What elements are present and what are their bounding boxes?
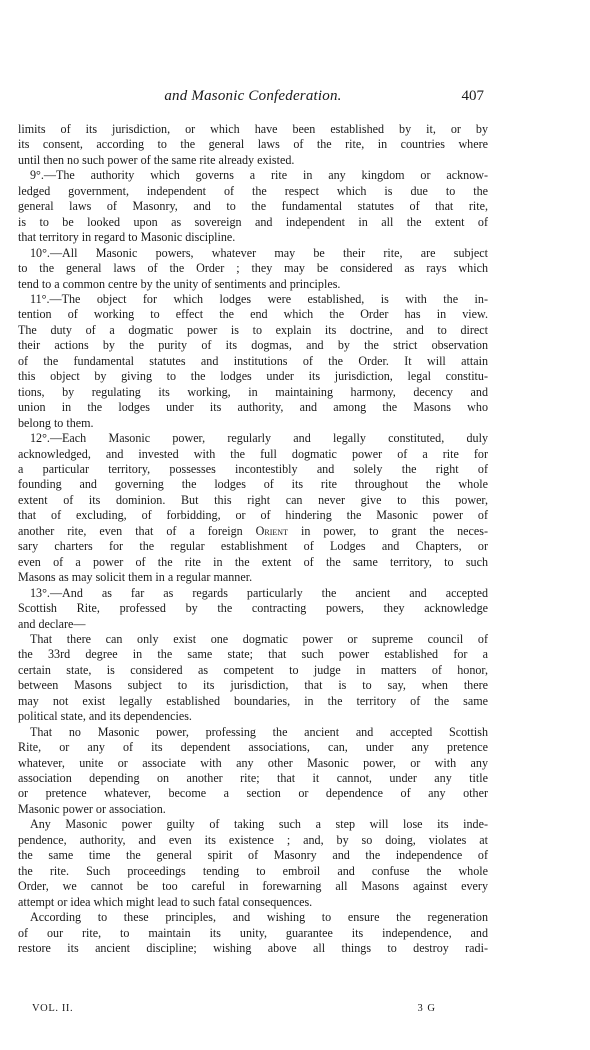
text-line: Masonic power or association. xyxy=(18,801,166,816)
text-line: the same time the general spirit of Masonry and the independence of xyxy=(18,848,488,863)
text-line: that of excluding, of forbidding, or of hindering the Masonic power of xyxy=(18,508,488,523)
signature-mark: 3 G xyxy=(417,1003,436,1014)
text-line: association depending on another rite; that it cannot, under any title xyxy=(18,771,488,786)
text-line: and declare— xyxy=(18,616,86,631)
text-line: even of a power of the rite in the extent of the same territory, to such xyxy=(18,554,488,569)
text-line: acknowledged, and invested with the full dogmatic power of a rite for xyxy=(18,446,488,461)
text-line: limits of its jurisdiction, or which have been established by it, or by xyxy=(18,122,488,136)
text-line: 12°.—Each Masonic power, regularly and legally constituted, duly xyxy=(30,431,488,446)
text-line: until then no such power of the same rite already existed. xyxy=(18,152,295,167)
text-line: Rite, or any of its dependent associations, can, under any pretence xyxy=(18,740,488,755)
text-line: its consent, according to the general laws of the rite, in countries where xyxy=(18,137,488,152)
text-line: that territory in regard to Masonic discipline. xyxy=(18,230,236,245)
small-caps-word: Orient xyxy=(255,523,288,538)
text-line: tention of working to effect the end which the Order has in view. xyxy=(18,307,488,322)
text-line: the rite. Such proceedings tending to embroil and confuse the whole xyxy=(18,863,488,878)
text-line: extent of its dominion. But this right can never give to this power, xyxy=(18,492,488,507)
text-line: of the fundamental statutes and institutions of the Order. It will attain xyxy=(18,353,488,368)
text-line: ledged government, independent of the respect which is due to the xyxy=(18,183,488,198)
text-line: tions, by regulating its working, in maintaining harmony, decency and xyxy=(18,384,488,399)
body-text xyxy=(18,122,488,956)
text-line: sary charters for the regular establishment of Lodges and Chapters, or xyxy=(18,539,488,554)
text-line: Masons as may solicit them in a regular manner. xyxy=(18,570,253,585)
volume-label: VOL. II. xyxy=(32,1003,74,1014)
text-line: whatever, unite or associate with any other Masonic power, or with any xyxy=(18,755,488,770)
text-line: attempt or idea which might lead to such fatal consequences. xyxy=(18,894,313,909)
text-line: 10°.—All Masonic powers, whatever may be their rite, are subject xyxy=(30,245,488,260)
text-line: tend to a common centre by the unity of sentiments and principles. xyxy=(18,276,341,291)
running-head xyxy=(18,88,488,112)
text-line: belong to them. xyxy=(18,415,94,430)
text-line: may not exist legally established boundaries, in the territory of the same xyxy=(18,693,488,708)
text-line: to the general laws of the Order ; they may be considered as rays which xyxy=(18,261,488,276)
text-line: The duty of a dogmatic power is to explain its doctrine, and to direct xyxy=(18,322,488,337)
text-line: or pretence whatever, become a section or dependence of any other xyxy=(18,786,488,801)
text-line: the 33rd degree in the same state; that such power established for a xyxy=(18,647,488,662)
text-line: restore its ancient discipline; wishing above all things to destroy radi- xyxy=(18,941,488,956)
text-line: Order, we cannot be too careful in forewarning all Masons against every xyxy=(18,879,488,894)
text-line: pendence, authority, and even its existence ; and, by so doing, violates at xyxy=(18,832,488,847)
text-line: founding and governing the lodges of its rite throughout the whole xyxy=(18,477,488,492)
running-title: and Masonic Confederation. xyxy=(164,88,342,104)
text-line: 13°.—And as far as regards particularly the ancient and accepted xyxy=(30,585,488,600)
text-line: According to these principles, and wishing to ensure the regeneration xyxy=(30,910,488,925)
text-fragment: another rite, even that of a foreign xyxy=(18,523,256,538)
text-line: general laws of Masonry, and to the fundamental statutes of that rite, xyxy=(18,199,488,214)
text-line: their actions by the purity of its dogmas, and by the strict observation xyxy=(18,338,488,353)
text-line: political state, and its dependencies. xyxy=(18,709,192,724)
text-line: certain state, is considered as competent to judge in matters of honor, xyxy=(18,662,488,677)
text-line: of our rite, to maintain its unity, guarantee its independence, and xyxy=(18,925,488,940)
text-line: this object by giving to the lodges under its jurisdiction, legal constitu- xyxy=(18,369,488,384)
text-fragment: in power, to grant the neces- xyxy=(287,523,488,538)
text-line: 9°.—The authority which governs a rite in any kingdom or acknow- xyxy=(30,168,488,183)
text-line: 11°.—The object for which lodges were established, is with the in- xyxy=(30,291,488,306)
text-line: between Masons subject to its jurisdiction, that is to say, when there xyxy=(18,678,488,693)
text-line: union in the lodges under its authority, and among the Masons who xyxy=(18,400,488,415)
text-line: Scottish Rite, professed by the contracting powers, they acknowledge xyxy=(18,601,488,616)
text-line: Any Masonic power guilty of taking such a step will lose its inde- xyxy=(30,817,488,832)
text-line xyxy=(18,524,488,539)
page-number: 407 xyxy=(461,88,484,104)
text-line: is to be looked upon as sovereign and independent in all the extent of xyxy=(18,214,488,229)
text-line: a particular territory, possesses incontestibly and solely the right of xyxy=(18,461,488,476)
text-line: That there can only exist one dogmatic power or supreme council of xyxy=(30,631,488,646)
text-line: That no Masonic power, professing the ancient and accepted Scottish xyxy=(30,724,488,739)
page-footer xyxy=(18,1003,488,1019)
